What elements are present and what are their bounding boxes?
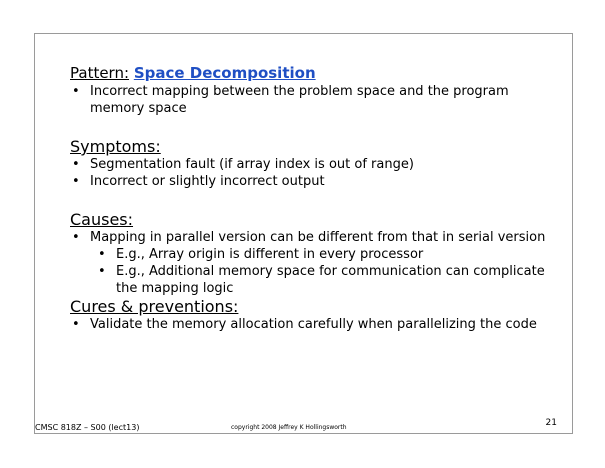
list-item: • E.g., Additional memory space for communication can complicate the mapping logic [98, 264, 545, 296]
pattern-label: Pattern: [70, 64, 130, 82]
bullet-icon: • [72, 84, 80, 99]
list-item: • Segmentation fault (if array index is out of range) [72, 157, 414, 172]
pattern-heading [70, 64, 550, 83]
causes-label: Causes: [70, 210, 134, 229]
slide [34, 33, 573, 434]
pattern-bullets [70, 83, 550, 117]
footer-copyright: copyright 2008 Jeffrey K Hollingsworth [231, 424, 347, 431]
pattern-link[interactable]: Space Decomposition [133, 64, 316, 82]
symptoms-label: Symptoms: [70, 137, 161, 156]
slide-content [70, 64, 550, 333]
symptoms-bullets [70, 156, 550, 190]
bullet-icon: • [98, 247, 106, 262]
list-item: • Validate the memory allocation carefully when parallelizing the code [72, 317, 537, 332]
causes-bullets [70, 229, 550, 297]
bullet-icon: • [72, 174, 80, 189]
bullet-icon: • [72, 230, 80, 245]
bullet-icon: • [72, 157, 80, 172]
list-item: • Mapping in parallel version can be different from that in serial version [72, 230, 546, 245]
list-item: • Incorrect or slightly incorrect output [72, 174, 325, 189]
footer-course: CMSC 818Z – S00 (lect13) [35, 423, 140, 432]
cures-heading [70, 297, 550, 316]
page-number: 21 [545, 418, 557, 428]
bullet-icon: • [98, 264, 106, 279]
bullet-icon: • [72, 317, 80, 332]
list-item: • Incorrect mapping between the problem space and the program memory space [72, 84, 509, 116]
symptoms-heading [70, 137, 550, 156]
list-item: • E.g., Array origin is different in every processor [98, 247, 424, 262]
cures-label: Cures & preventions: [70, 297, 239, 316]
causes-heading [70, 210, 550, 229]
cures-bullets [70, 316, 550, 333]
